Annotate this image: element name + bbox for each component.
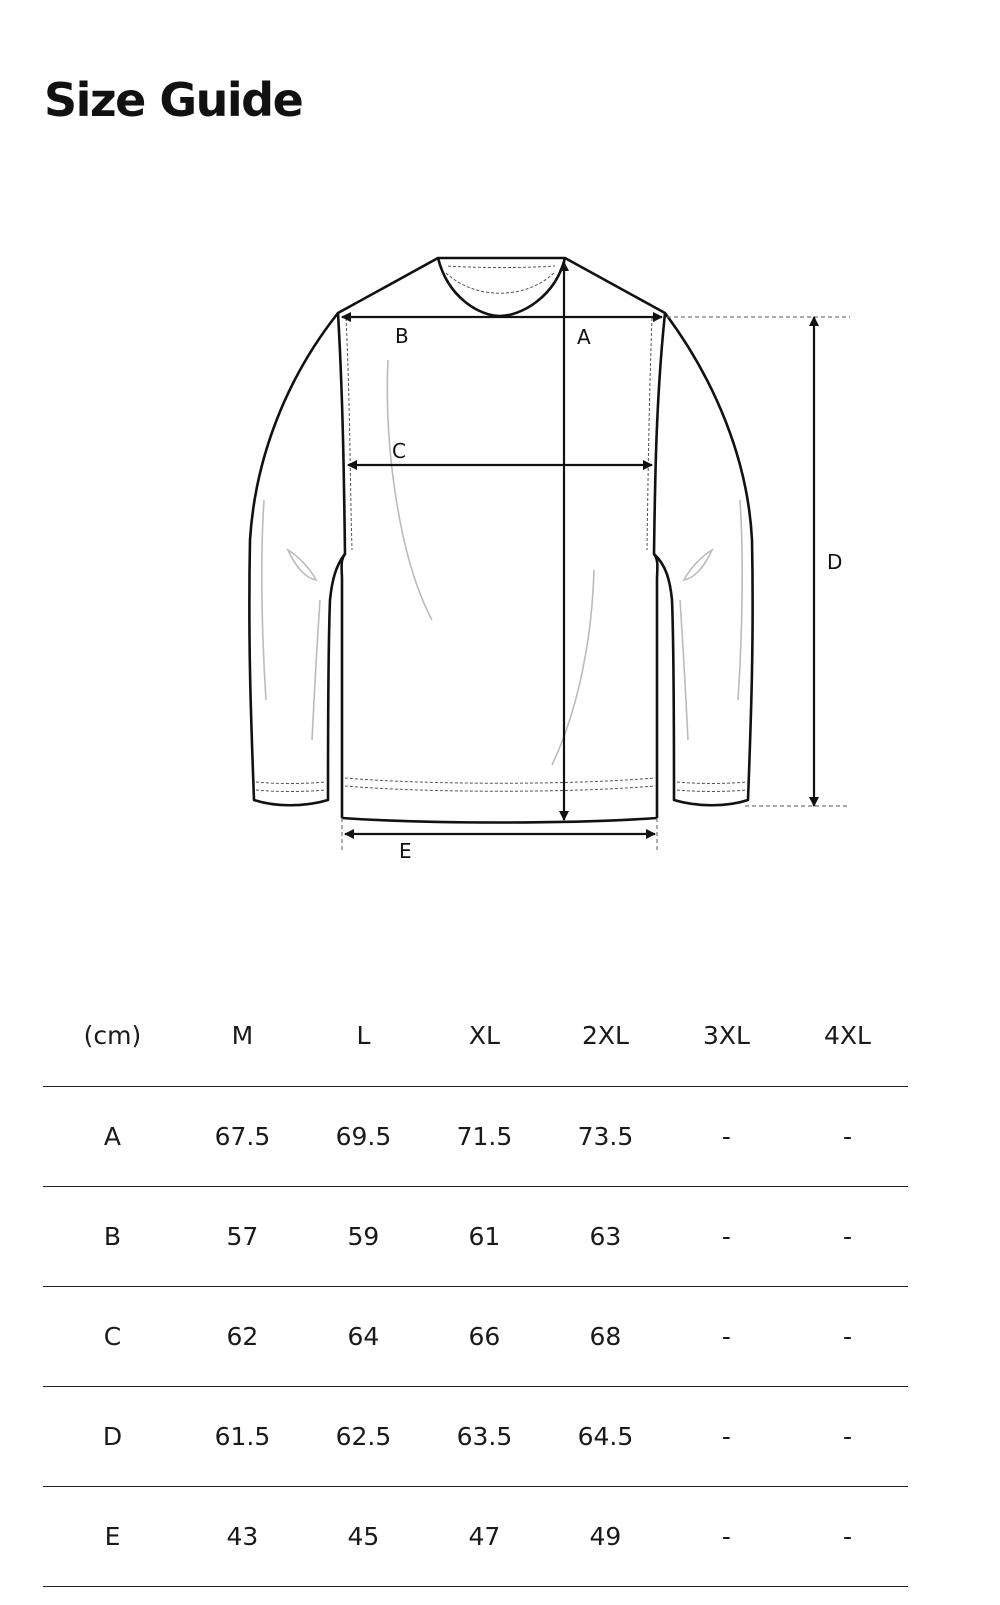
table-cell: - xyxy=(842,1222,852,1251)
table-row xyxy=(43,1487,908,1587)
table-cell: 43 xyxy=(226,1522,259,1551)
row-label: A xyxy=(103,1122,122,1151)
table-cell: - xyxy=(721,1422,731,1451)
table-cell: 45 xyxy=(347,1522,380,1551)
size-header-3xl: 3XL xyxy=(702,1020,750,1050)
table-cell: 69.5 xyxy=(335,1122,392,1151)
row-label: E xyxy=(104,1522,121,1551)
table-cell: 64.5 xyxy=(577,1422,634,1451)
table-cell: 63 xyxy=(589,1222,622,1251)
size-header-2xl: 2XL xyxy=(581,1020,629,1050)
row-label: C xyxy=(103,1322,122,1351)
size-header-xl: XL xyxy=(468,1020,500,1050)
table-header-row xyxy=(43,990,908,1087)
body-hem xyxy=(342,818,657,823)
table-row xyxy=(43,1287,908,1387)
size-header-l: L xyxy=(356,1020,371,1050)
garment-outline xyxy=(249,258,752,823)
table-cell: 61 xyxy=(468,1222,501,1251)
size-table xyxy=(43,990,908,1587)
table-cell: - xyxy=(721,1522,731,1551)
table-row xyxy=(43,1087,908,1187)
table-cell: 49 xyxy=(589,1522,622,1551)
body-left-edge xyxy=(338,258,438,818)
label-a: A xyxy=(577,325,591,349)
table-cell: - xyxy=(721,1322,731,1351)
table-cell: 62.5 xyxy=(335,1422,392,1451)
table-cell: - xyxy=(721,1122,731,1151)
table-cell: - xyxy=(721,1222,731,1251)
size-header-m: M xyxy=(231,1020,254,1050)
label-e: E xyxy=(399,839,412,863)
table-cell: 47 xyxy=(468,1522,501,1551)
table-row xyxy=(43,1387,908,1487)
table-cell: 67.5 xyxy=(214,1122,271,1151)
label-d: D xyxy=(827,550,843,574)
table-cell: 73.5 xyxy=(577,1122,634,1151)
left-sleeve xyxy=(249,313,345,805)
unit-header: (cm) xyxy=(83,1020,142,1050)
page-title: Size Guide xyxy=(44,73,303,127)
table-cell: - xyxy=(842,1422,852,1451)
table-cell: 62 xyxy=(226,1322,259,1351)
table-cell: 59 xyxy=(347,1222,380,1251)
size-header-4xl: 4XL xyxy=(823,1020,871,1050)
label-b: B xyxy=(395,324,409,348)
table-cell: - xyxy=(842,1122,852,1151)
row-label: B xyxy=(103,1222,122,1251)
table-cell: 63.5 xyxy=(456,1422,513,1451)
right-sleeve xyxy=(654,313,753,805)
table-cell: - xyxy=(842,1522,852,1551)
table-cell: 61.5 xyxy=(214,1422,271,1451)
table-cell: 64 xyxy=(347,1322,380,1351)
row-label: D xyxy=(102,1422,123,1451)
table-cell: - xyxy=(842,1322,852,1351)
table-cell: 71.5 xyxy=(456,1122,513,1151)
garment-folds xyxy=(262,360,742,765)
table-cell: 66 xyxy=(468,1322,501,1351)
label-c: C xyxy=(392,439,406,463)
table-row xyxy=(43,1187,908,1287)
guide-lines xyxy=(342,317,850,852)
table-cell: 68 xyxy=(589,1322,622,1351)
table-cell: 57 xyxy=(226,1222,259,1251)
